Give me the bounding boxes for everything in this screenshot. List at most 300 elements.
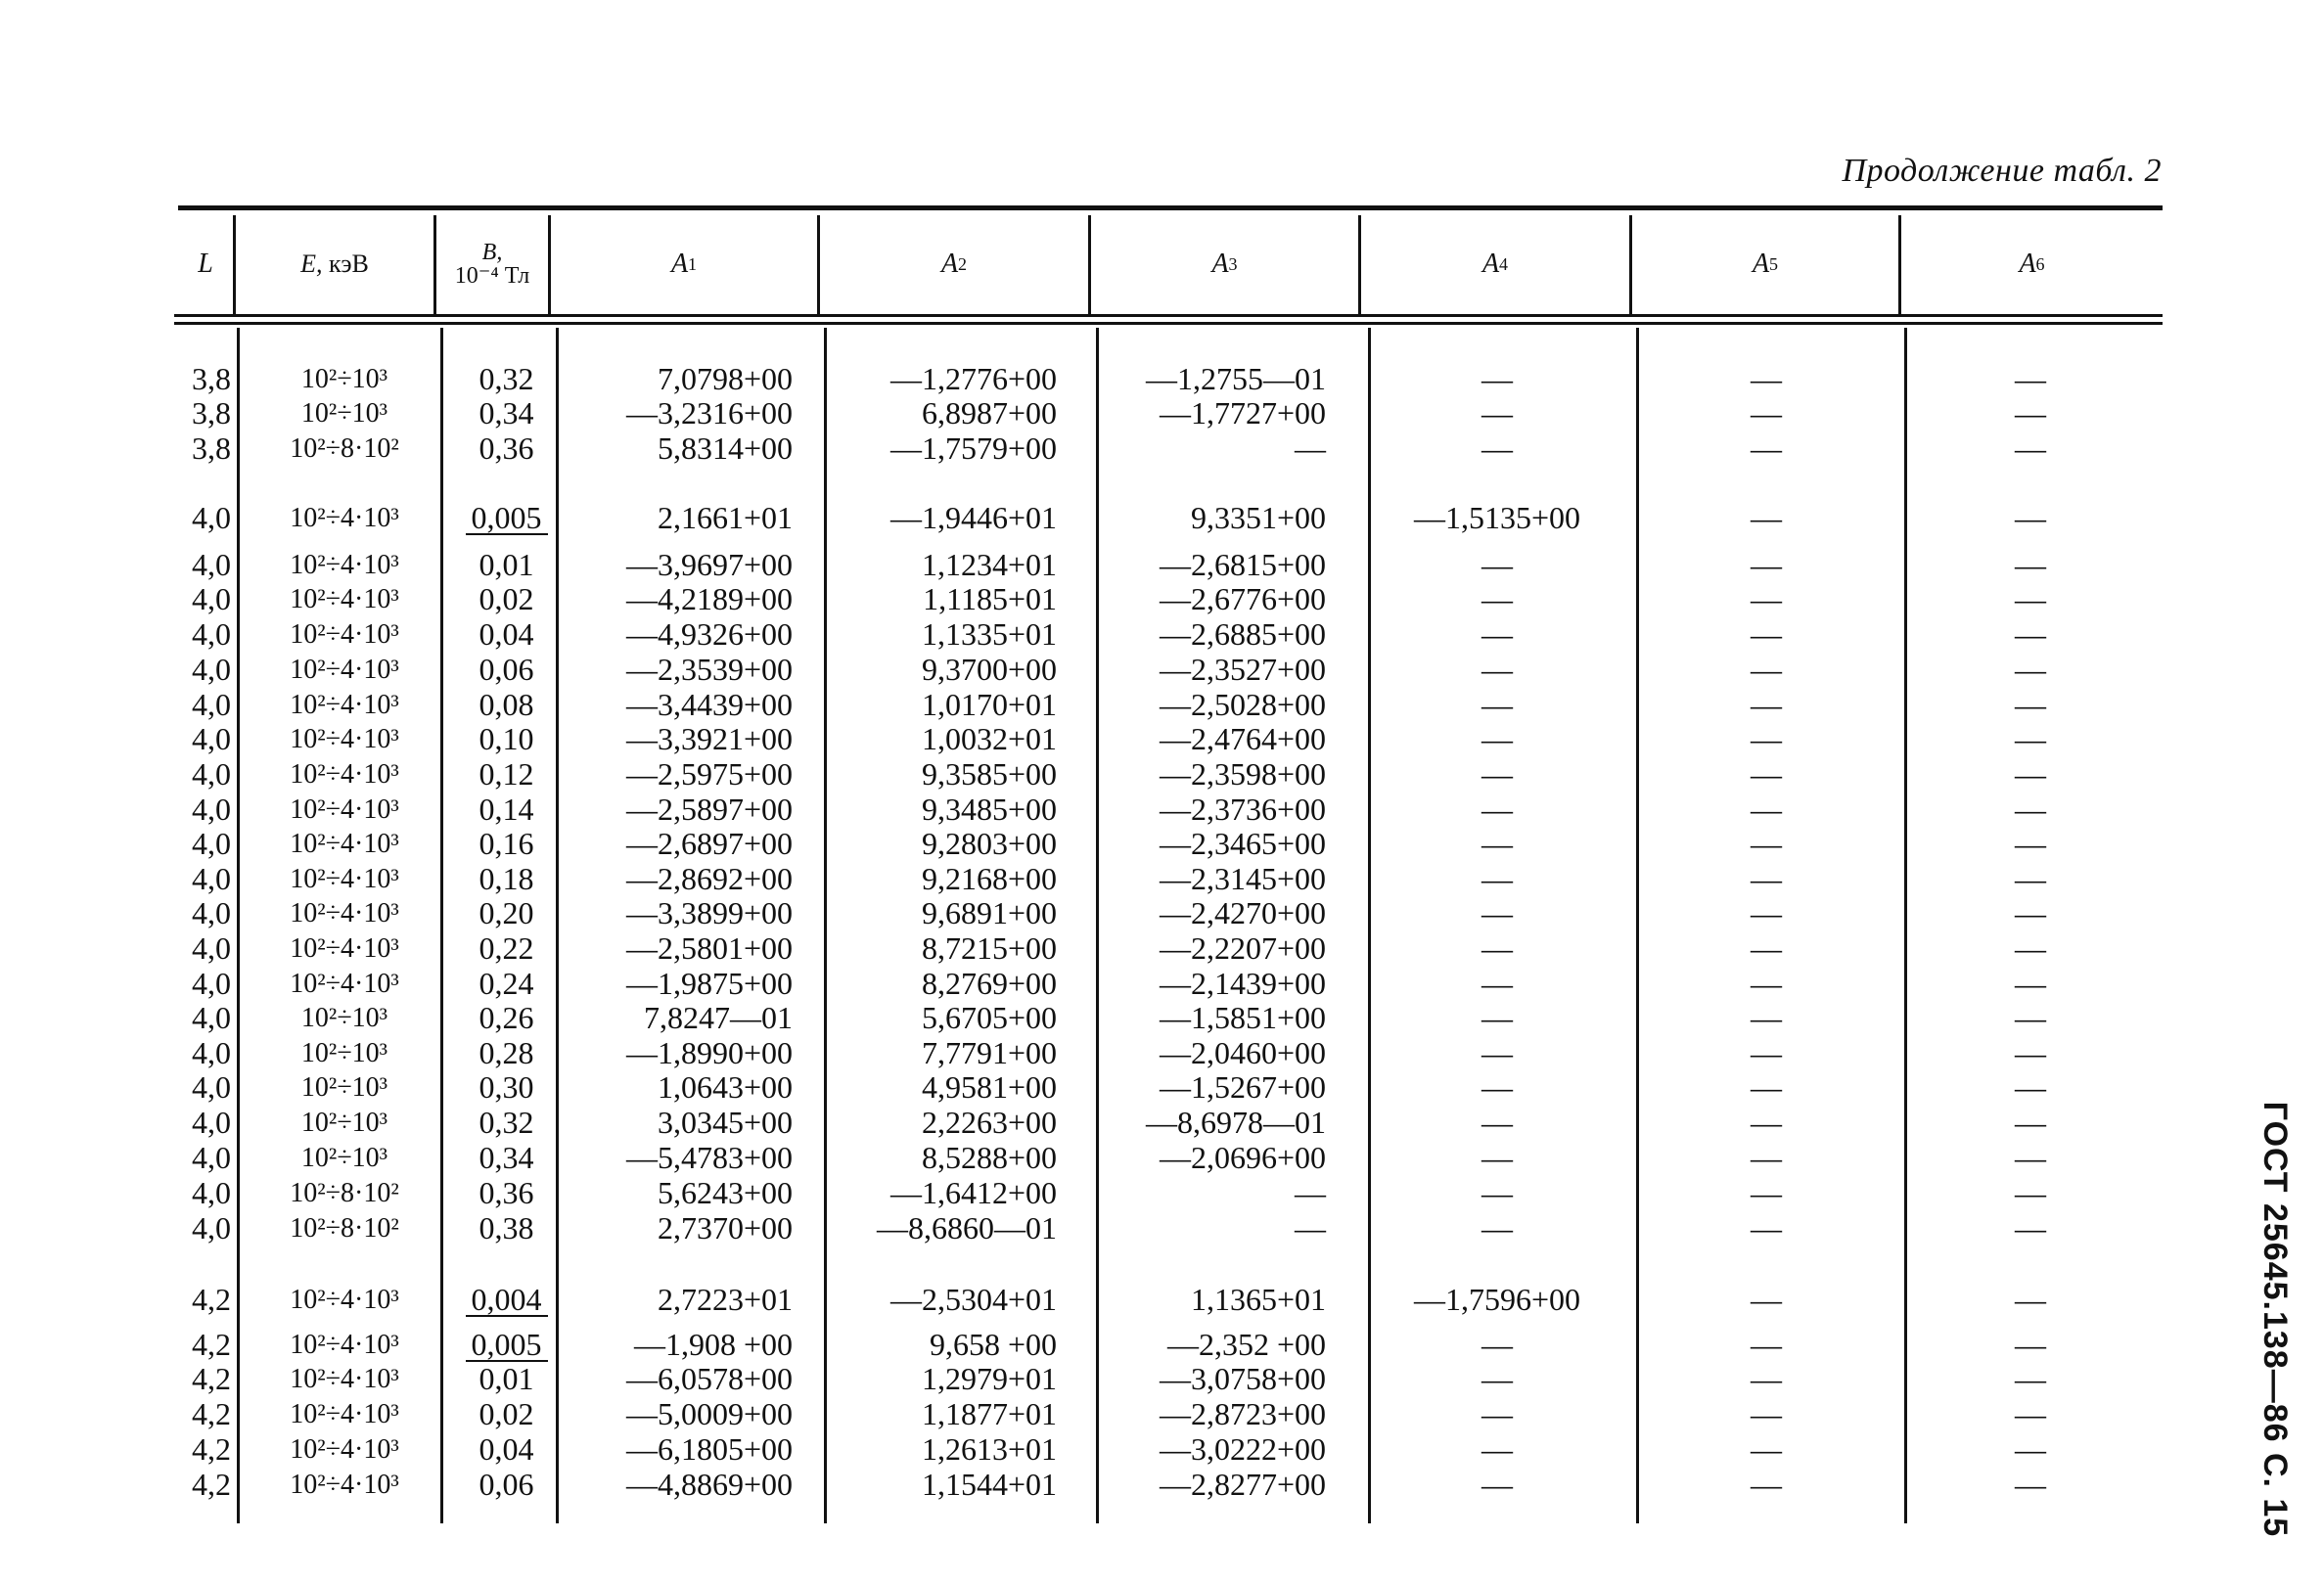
cell-a1: —3,9697+00 <box>625 547 793 582</box>
cell-a2: 7,7791+00 <box>921 1035 1057 1070</box>
cell-b: 0,36 <box>478 430 534 466</box>
cell-a6: — <box>2015 1431 2046 1467</box>
cell-a1: 7,0798+00 <box>657 361 793 396</box>
cell-a5: — <box>1751 652 1782 687</box>
cell-e: 10²÷4·10³ <box>290 898 399 928</box>
cell-a3: —2,4270+00 <box>1159 895 1326 930</box>
cell-a2: 1,1234+01 <box>921 547 1057 582</box>
header-A3 <box>1091 217 1358 311</box>
cell-a6: — <box>2015 1140 2046 1175</box>
cell-e: 10²÷4·10³ <box>290 1470 399 1500</box>
header-A6-subscript: 6 <box>2035 253 2045 274</box>
cell-a4: — <box>1481 895 1513 930</box>
cell-b-underlined: 0,005 <box>466 1329 548 1362</box>
table-row <box>0 1328 2324 1362</box>
cell-e: 10²÷10³ <box>300 1108 388 1138</box>
table-row <box>0 1468 2324 1502</box>
cell-l: 4,0 <box>192 792 231 827</box>
cell-a5: — <box>1751 1282 1782 1317</box>
cell-a3: —1,5267+00 <box>1159 1069 1326 1105</box>
cell-b: 0,04 <box>478 616 534 652</box>
cell-a5: — <box>1751 792 1782 827</box>
cell-a3: 1,1365+01 <box>1190 1282 1326 1317</box>
table-row <box>0 1432 2324 1467</box>
cell-e: 10²÷4·10³ <box>290 619 399 650</box>
cell-a3: —2,2207+00 <box>1159 930 1326 966</box>
cell-b: 0,04 <box>478 1431 534 1467</box>
table-row <box>0 362 2324 396</box>
cell-a5: — <box>1751 1467 1782 1502</box>
cell-a6: — <box>2015 361 2046 396</box>
header-E-unit: кэВ <box>329 249 369 278</box>
cell-a2: 9,2168+00 <box>921 861 1057 896</box>
cell-e: 10²÷4·10³ <box>290 969 399 999</box>
table-row <box>0 757 2324 792</box>
cell-a1: 7,8247—01 <box>644 1000 793 1035</box>
cell-a4: —1,5135+00 <box>1413 500 1581 535</box>
cell-b: 0,06 <box>478 652 534 687</box>
cell-a1: 2,1661+01 <box>657 500 793 535</box>
cell-e: 10²÷10³ <box>300 1038 388 1068</box>
cell-a2: —1,7579+00 <box>889 430 1057 466</box>
cell-l: 4,0 <box>192 721 231 756</box>
cell-a4: — <box>1481 756 1513 792</box>
cell-a3: —2,6776+00 <box>1159 581 1326 616</box>
cell-a4: — <box>1481 430 1513 466</box>
header-A1-subscript: 1 <box>688 253 698 274</box>
cell-a2: 1,1544+01 <box>921 1467 1057 1502</box>
cell-l: 3,8 <box>192 395 231 430</box>
cell-a6: — <box>2015 1035 2046 1070</box>
cell-b: 0,02 <box>478 581 534 616</box>
cell-a3: —1,7727+00 <box>1159 395 1326 430</box>
table-row <box>0 1070 2324 1105</box>
cell-a3: — <box>1295 1210 1326 1245</box>
cell-l: 4,0 <box>192 687 231 722</box>
cell-a1: 3,0345+00 <box>657 1105 793 1140</box>
cell-b <box>445 501 568 535</box>
header-A3-subscript: 3 <box>1228 253 1238 274</box>
header-A1-label: A <box>670 249 689 279</box>
cell-b: 0,16 <box>478 826 534 861</box>
cell-a4: — <box>1481 792 1513 827</box>
table-row <box>0 722 2324 756</box>
cell-a4: —1,7596+00 <box>1413 1282 1581 1317</box>
table-row <box>0 1176 2324 1210</box>
cell-a2: 8,5288+00 <box>921 1140 1057 1175</box>
cell-a5: — <box>1751 1361 1782 1396</box>
cell-b-underlined: 0,005 <box>466 502 548 535</box>
cell-a5: — <box>1751 1210 1782 1245</box>
cell-b: 0,38 <box>478 1210 534 1245</box>
cell-a5: — <box>1751 1396 1782 1431</box>
cell-a4: — <box>1481 930 1513 966</box>
cell-a5: — <box>1751 1140 1782 1175</box>
cell-a3: —2,1439+00 <box>1159 966 1326 1001</box>
cell-e: 10²÷4·10³ <box>290 1330 399 1360</box>
cell-a1: 1,0643+00 <box>657 1069 793 1105</box>
cell-a5: — <box>1751 930 1782 966</box>
cell-a5: — <box>1751 966 1782 1001</box>
cell-e: 10²÷4·10³ <box>290 550 399 580</box>
cell-e: 10²÷4·10³ <box>290 759 399 790</box>
cell-e: 10²÷8·10² <box>290 1178 399 1208</box>
cell-a6: — <box>2015 1105 2046 1140</box>
cell-a3: — <box>1295 1175 1326 1210</box>
cell-l: 4,0 <box>192 1035 231 1070</box>
table-row <box>0 617 2324 652</box>
cell-a3: —2,6885+00 <box>1159 616 1326 652</box>
cell-l: 4,2 <box>192 1361 231 1396</box>
cell-a3: —2,4764+00 <box>1159 721 1326 756</box>
cell-b: 0,20 <box>478 895 534 930</box>
cell-l: 4,0 <box>192 895 231 930</box>
header-L-label: L <box>198 249 213 279</box>
table-row <box>0 1397 2324 1431</box>
cell-b: 0,34 <box>478 1140 534 1175</box>
cell-b <box>445 1328 568 1362</box>
cell-a6: — <box>2015 1467 2046 1502</box>
cell-a5: — <box>1751 1175 1782 1210</box>
header-A6 <box>1901 217 2163 311</box>
header-B-symbol: B, <box>481 240 503 265</box>
cell-e: 10²÷4·10³ <box>290 503 399 533</box>
cell-a6: — <box>2015 652 2046 687</box>
cell-a5: — <box>1751 756 1782 792</box>
cell-a6: — <box>2015 500 2046 535</box>
table-row <box>0 931 2324 966</box>
cell-a2: —1,9446+01 <box>889 500 1057 535</box>
cell-a2: 1,0170+01 <box>921 687 1057 722</box>
cell-a2: 2,2263+00 <box>921 1105 1057 1140</box>
cell-a5: — <box>1751 361 1782 396</box>
header-A4-subscript: 4 <box>1499 253 1509 274</box>
cell-b: 0,22 <box>478 930 534 966</box>
header-A2-label: A <box>940 249 959 279</box>
cell-a6: — <box>2015 1396 2046 1431</box>
cell-l: 4,0 <box>192 547 231 582</box>
cell-a4: — <box>1481 1327 1513 1362</box>
cell-a5: — <box>1751 1105 1782 1140</box>
table-row <box>0 1001 2324 1035</box>
cell-a5: — <box>1751 687 1782 722</box>
table-row <box>0 501 2324 535</box>
cell-a2: 9,3700+00 <box>921 652 1057 687</box>
cell-b: 0,01 <box>478 1361 534 1396</box>
cell-a3: —2,8723+00 <box>1159 1396 1326 1431</box>
cell-a6: — <box>2015 1361 2046 1396</box>
cell-a6: — <box>2015 1069 2046 1105</box>
cell-a1: —1,8990+00 <box>625 1035 793 1070</box>
cell-l: 4,0 <box>192 1105 231 1140</box>
cell-a1: —3,4439+00 <box>625 687 793 722</box>
table-row <box>0 431 2324 466</box>
header-A5 <box>1632 217 1898 311</box>
cell-a5: — <box>1751 721 1782 756</box>
cell-a1: —2,8692+00 <box>625 861 793 896</box>
cell-a1: —2,5897+00 <box>625 792 793 827</box>
cell-b: 0,06 <box>478 1467 534 1502</box>
cell-b: 0,01 <box>478 547 534 582</box>
table-row <box>0 548 2324 582</box>
cell-e: 10²÷4·10³ <box>290 1399 399 1429</box>
cell-a3: —2,3598+00 <box>1159 756 1326 792</box>
table-row <box>0 1141 2324 1175</box>
cell-a6: — <box>2015 616 2046 652</box>
cell-e: 10²÷4·10³ <box>290 1285 399 1315</box>
cell-a3: —2,0460+00 <box>1159 1035 1326 1070</box>
cell-a2: 8,7215+00 <box>921 930 1057 966</box>
cell-b: 0,32 <box>478 361 534 396</box>
cell-a2: 5,6705+00 <box>921 1000 1057 1035</box>
cell-a2: 9,3585+00 <box>921 756 1057 792</box>
table-row <box>0 827 2324 861</box>
header-A1 <box>551 217 817 311</box>
table-row <box>0 967 2324 1001</box>
cell-a4: — <box>1481 581 1513 616</box>
table-caption: Продолжение табл. 2 <box>1842 153 2162 189</box>
cell-a4: — <box>1481 1140 1513 1175</box>
cell-a4: — <box>1481 1210 1513 1245</box>
cell-a5: — <box>1751 430 1782 466</box>
cell-a2: 1,2979+01 <box>921 1361 1057 1396</box>
cell-e: 10²÷4·10³ <box>290 1364 399 1394</box>
cell-e: 10²÷4·10³ <box>290 724 399 754</box>
cell-a5: — <box>1751 1327 1782 1362</box>
header-E <box>236 217 433 311</box>
cell-l: 4,0 <box>192 1140 231 1175</box>
cell-a6: — <box>2015 1210 2046 1245</box>
cell-b-underlined: 0,004 <box>466 1284 548 1317</box>
cell-l: 4,0 <box>192 861 231 896</box>
cell-a5: — <box>1751 395 1782 430</box>
cell-a6: — <box>2015 966 2046 1001</box>
cell-b: 0,34 <box>478 395 534 430</box>
cell-a1: 2,7370+00 <box>657 1210 793 1245</box>
table-row <box>0 1362 2324 1396</box>
cell-a1: —2,6897+00 <box>625 826 793 861</box>
cell-a6: — <box>2015 687 2046 722</box>
cell-a3: —2,0696+00 <box>1159 1140 1326 1175</box>
table-row <box>0 1036 2324 1070</box>
cell-a3: —2,6815+00 <box>1159 547 1326 582</box>
cell-a4: — <box>1481 1431 1513 1467</box>
cell-e: 10²÷4·10³ <box>290 655 399 685</box>
cell-a1: 5,8314+00 <box>657 430 793 466</box>
cell-a3: —3,0222+00 <box>1159 1431 1326 1467</box>
cell-a6: — <box>2015 721 2046 756</box>
cell-a5: — <box>1751 1035 1782 1070</box>
cell-a1: —4,8869+00 <box>625 1467 793 1502</box>
header-A5-subscript: 5 <box>1769 253 1779 274</box>
cell-a1: —5,0009+00 <box>625 1396 793 1431</box>
cell-e: 10²÷4·10³ <box>290 829 399 859</box>
cell-a6: — <box>2015 395 2046 430</box>
cell-l: 4,0 <box>192 1175 231 1210</box>
cell-b: 0,18 <box>478 861 534 896</box>
cell-a2: 1,1335+01 <box>921 616 1057 652</box>
cell-a2: 1,1185+01 <box>923 581 1057 616</box>
header-E-symbol: E, <box>300 249 323 278</box>
cell-a1: —2,5801+00 <box>625 930 793 966</box>
cell-a1: —3,3899+00 <box>625 895 793 930</box>
cell-e: 10²÷4·10³ <box>290 864 399 894</box>
cell-a4: — <box>1481 826 1513 861</box>
cell-a4: — <box>1481 616 1513 652</box>
cell-b: 0,26 <box>478 1000 534 1035</box>
header-L <box>178 217 233 311</box>
table-row <box>0 582 2324 616</box>
table-row <box>0 896 2324 930</box>
cell-a5: — <box>1751 581 1782 616</box>
cell-a4: — <box>1481 547 1513 582</box>
cell-a4: — <box>1481 1175 1513 1210</box>
cell-a2: 9,6891+00 <box>921 895 1057 930</box>
cell-l: 4,0 <box>192 581 231 616</box>
table-row <box>0 1283 2324 1317</box>
cell-b: 0,08 <box>478 687 534 722</box>
header-A4-label: A <box>1481 249 1500 279</box>
side-running-title-text: ГОСТ 25645.138—86 С. 15 <box>2256 1101 2295 1537</box>
table-row <box>0 396 2324 430</box>
cell-a5: — <box>1751 500 1782 535</box>
cell-l: 4,0 <box>192 930 231 966</box>
cell-a2: 1,0032+01 <box>921 721 1057 756</box>
cell-l: 4,2 <box>192 1282 231 1317</box>
cell-e: 10²÷4·10³ <box>290 1434 399 1465</box>
table-row <box>0 1106 2324 1140</box>
cell-a4: — <box>1481 721 1513 756</box>
cell-a1: —5,4783+00 <box>625 1140 793 1175</box>
cell-e: 10²÷8·10² <box>290 1213 399 1244</box>
cell-a2: 8,2769+00 <box>921 966 1057 1001</box>
cell-l: 4,2 <box>192 1431 231 1467</box>
cell-a3: —2,8277+00 <box>1159 1467 1326 1502</box>
cell-a1: —2,3539+00 <box>625 652 793 687</box>
cell-b: 0,14 <box>478 792 534 827</box>
cell-a5: — <box>1751 895 1782 930</box>
cell-l: 4,0 <box>192 652 231 687</box>
cell-b: 0,32 <box>478 1105 534 1140</box>
header-A5-label: A <box>1752 249 1770 279</box>
cell-a5: — <box>1751 1431 1782 1467</box>
cell-l: 4,0 <box>192 1210 231 1245</box>
cell-a3: —2,3527+00 <box>1159 652 1326 687</box>
cell-a3: —2,3736+00 <box>1159 792 1326 827</box>
cell-a3: —2,3145+00 <box>1159 861 1326 896</box>
cell-a2: —1,2776+00 <box>889 361 1057 396</box>
cell-l: 4,0 <box>192 966 231 1001</box>
table-row <box>0 688 2324 722</box>
cell-e: 10²÷10³ <box>300 1072 388 1103</box>
cell-a1: 5,6243+00 <box>657 1175 793 1210</box>
cell-a2: 9,658 +00 <box>929 1327 1057 1362</box>
cell-a1: —6,0578+00 <box>625 1361 793 1396</box>
cell-l: 3,8 <box>192 430 231 466</box>
cell-l: 4,2 <box>192 1396 231 1431</box>
cell-a4: — <box>1481 1467 1513 1502</box>
cell-a4: — <box>1481 1035 1513 1070</box>
cell-a2: —1,6412+00 <box>889 1175 1057 1210</box>
cell-a4: — <box>1481 1069 1513 1105</box>
cell-e: 10²÷4·10³ <box>290 584 399 614</box>
cell-e: 10²÷4·10³ <box>290 933 399 964</box>
cell-a6: — <box>2015 756 2046 792</box>
cell-a6: — <box>2015 430 2046 466</box>
cell-a2: 1,2613+01 <box>921 1431 1057 1467</box>
cell-l: 4,2 <box>192 1327 231 1362</box>
cell-a2: 4,9581+00 <box>921 1069 1057 1105</box>
cell-a2: —8,6860—01 <box>877 1210 1057 1245</box>
cell-b: 0,12 <box>478 756 534 792</box>
header-B <box>436 217 548 311</box>
cell-a3: —3,0758+00 <box>1159 1361 1326 1396</box>
cell-a6: — <box>2015 547 2046 582</box>
cell-e: 10²÷10³ <box>300 1143 388 1173</box>
header-B-unit: 10⁻⁴ Тл <box>454 263 530 289</box>
cell-a4: — <box>1481 361 1513 396</box>
cell-a6: — <box>2015 1000 2046 1035</box>
cell-a5: — <box>1751 547 1782 582</box>
cell-b: 0,36 <box>478 1175 534 1210</box>
header-A2-subscript: 2 <box>958 253 968 274</box>
header-bottom-rule-double <box>174 322 2163 325</box>
cell-a5: — <box>1751 1000 1782 1035</box>
cell-a1: —3,2316+00 <box>625 395 793 430</box>
header-A6-label: A <box>2019 249 2036 279</box>
cell-a2: 6,8987+00 <box>921 395 1057 430</box>
cell-a1: —1,908 +00 <box>633 1327 793 1362</box>
cell-a3: — <box>1295 430 1326 466</box>
cell-a5: — <box>1751 1069 1782 1105</box>
cell-a3: 9,3351+00 <box>1190 500 1326 535</box>
cell-a4: — <box>1481 652 1513 687</box>
cell-a4: — <box>1481 1361 1513 1396</box>
header-A3-label: A <box>1211 249 1229 279</box>
cell-l: 4,0 <box>192 1069 231 1105</box>
cell-a2: —2,5304+01 <box>889 1282 1057 1317</box>
cell-a1: —4,9326+00 <box>625 616 793 652</box>
cell-l: 4,0 <box>192 756 231 792</box>
cell-a3: —2,352 +00 <box>1166 1327 1326 1362</box>
table-row <box>0 653 2324 687</box>
header-top-rule <box>178 205 2163 210</box>
cell-a6: — <box>2015 930 2046 966</box>
cell-a2: 1,1877+01 <box>921 1396 1057 1431</box>
cell-a3: —2,5028+00 <box>1159 687 1326 722</box>
cell-a3: —2,3465+00 <box>1159 826 1326 861</box>
cell-l: 4,0 <box>192 500 231 535</box>
table-row <box>0 862 2324 896</box>
cell-a4: — <box>1481 1000 1513 1035</box>
cell-b: 0,02 <box>478 1396 534 1431</box>
cell-a4: — <box>1481 687 1513 722</box>
cell-a4: — <box>1481 861 1513 896</box>
cell-a6: — <box>2015 895 2046 930</box>
cell-a4: — <box>1481 1105 1513 1140</box>
cell-e: 10²÷10³ <box>300 398 388 429</box>
cell-a5: — <box>1751 616 1782 652</box>
cell-b <box>445 1283 568 1317</box>
cell-a6: — <box>2015 1327 2046 1362</box>
cell-a6: — <box>2015 792 2046 827</box>
cell-b: 0,30 <box>478 1069 534 1105</box>
cell-a1: —4,2189+00 <box>625 581 793 616</box>
cell-e: 10²÷10³ <box>300 364 388 394</box>
cell-a3: —8,6978—01 <box>1146 1105 1326 1140</box>
cell-a1: —6,1805+00 <box>625 1431 793 1467</box>
cell-a6: — <box>2015 1175 2046 1210</box>
